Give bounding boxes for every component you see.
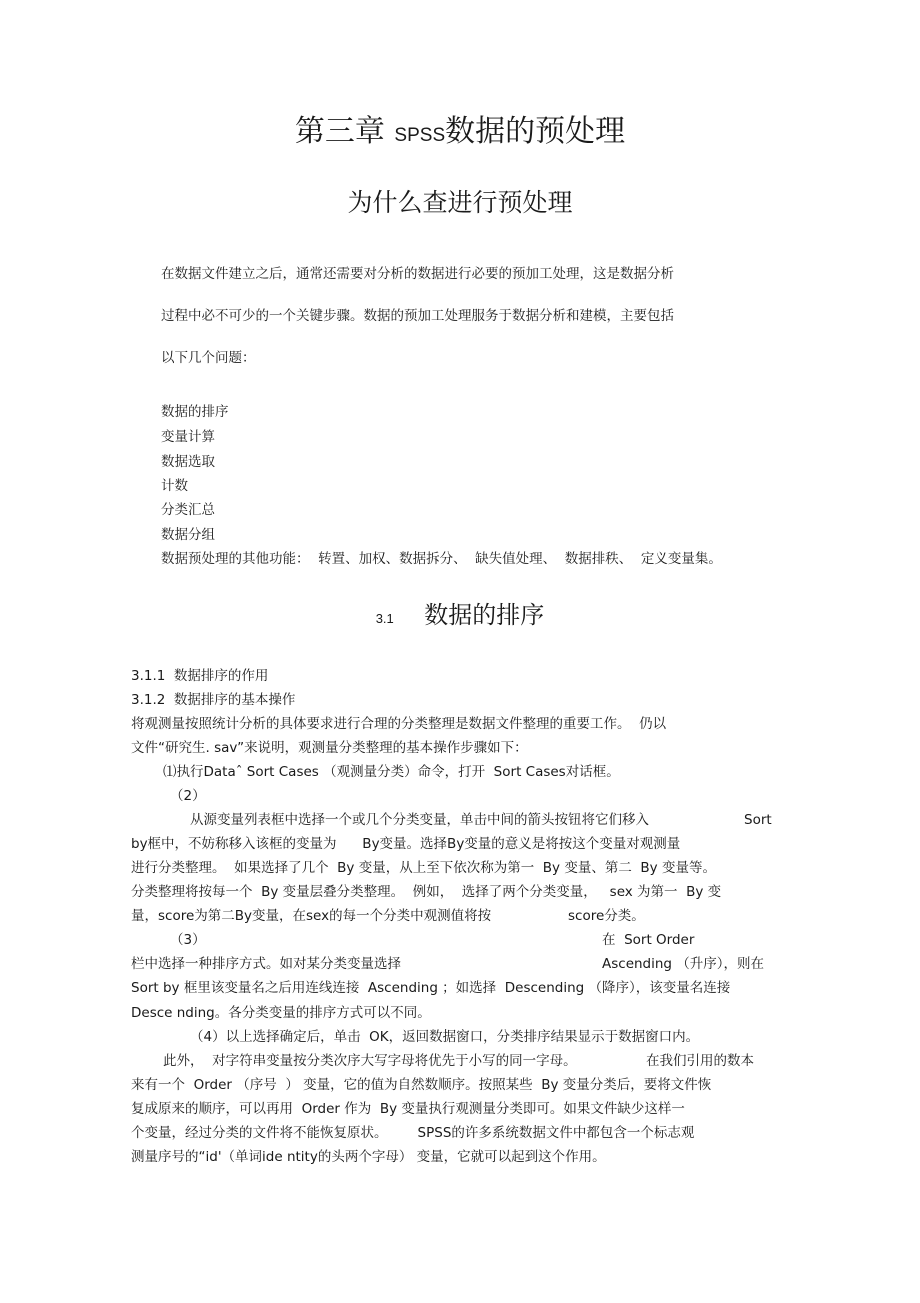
- body-line: （2）: [170, 788, 206, 804]
- topic-item: 数据选取: [161, 454, 215, 470]
- chapter-title-latin: SPSS: [394, 125, 446, 146]
- body-line: score分类。: [568, 908, 645, 924]
- body-line: 从源变量列表框中选择一个或几个分类变量，单击中间的箭头按钮将它们移入: [190, 812, 649, 828]
- body-line: 进行分类整理。 如果选择了几个 By 变量，从上至下依次称为第一 By 变量、第二 By 变量等。: [131, 860, 716, 876]
- section-number: 3.1: [375, 611, 394, 626]
- body-line: 测量序号的“id'（单词ide ntity的头两个字母） 变量，它就可以起到这个作用。: [131, 1149, 606, 1165]
- subtitle: 为什么查进行预处理: [347, 188, 573, 217]
- chapter-title-suffix: 数据的预处理: [445, 114, 626, 149]
- section-heading: [0, 598, 920, 636]
- body-line: 在我们引用的数本: [646, 1053, 754, 1069]
- body-line: 将观测量按照统计分析的具体要求进行合理的分类整理是数据文件整理的重要工作。 仍以: [131, 716, 667, 732]
- body-line: 栏中选择一种排序方式。如对某分类变量选择: [131, 956, 401, 972]
- topic-item: 计数: [161, 478, 188, 494]
- body-line: ⑴执行Dataˆ Sort Cases （观测量分类）命令，打开 Sort Cases对话框。: [163, 764, 620, 780]
- body-line: Desce nding。各分类变量的排序方式可以不同。: [131, 1005, 431, 1021]
- body-line: 文件“研究生. sav”来说明，观测量分类整理的基本操作步骤如下：: [131, 740, 528, 756]
- body-line: 3.1.1 数据排序的作用: [131, 668, 269, 684]
- body-line: 来有一个 Order （序号 ） 变量，它的值为自然数顺序。按照某些 By 变量分类后，要将文件恢: [131, 1077, 712, 1093]
- body-line: 个变量，经过分类的文件将不能恢复原状。 SPSS的许多系统数据文件中都包含一个标志观: [131, 1125, 695, 1141]
- body-line: Sort: [744, 812, 772, 828]
- intro-line-2: 过程中必不可少的一个关键步骤。数据的预加工处理服务于数据分析和建模，主要包括: [161, 308, 674, 324]
- body-line: 量，score为第二By变量，在sex的每一个分类中观测值将按: [131, 908, 492, 924]
- body-line: 分类整理将按每一个 By 变量层叠分类整理。 例如， 选择了两个分类变量， sex 为第一 By 变: [131, 884, 722, 900]
- topic-item: 分类汇总: [161, 502, 215, 518]
- topic-item: 数据的排序: [161, 404, 229, 420]
- body-line: Sort by 框里该变量名之后用连线连接 Ascending ；如选择 Descending （降序），该变量名连接: [131, 980, 731, 996]
- body-line: 3.1.2 数据排序的基本操作: [131, 692, 296, 708]
- body-line: （3）: [170, 932, 206, 948]
- body-line: Ascending （升序），则在: [602, 956, 765, 972]
- chapter-title: [0, 112, 920, 156]
- other-functions-line: 数据预处理的其他功能： 转置、加权、数据拆分、 缺失值处理、 数据排秩、 定义变量集。: [161, 551, 722, 567]
- intro-line-3: 以下几个问题：: [161, 350, 256, 366]
- topic-item: 数据分组: [161, 527, 215, 543]
- body-line: （4）以上选择确定后，单击 OK，返回数据窗口，分类排序结果显示于数据窗口内。: [190, 1029, 700, 1045]
- chapter-title-prefix: 第三章: [294, 114, 395, 149]
- topic-item: 变量计算: [161, 429, 215, 445]
- intro-line-1: 在数据文件建立之后，通常还需要对分析的数据进行必要的预加工处理，这是数据分析: [161, 266, 674, 282]
- body-line: 在 Sort Order: [602, 932, 695, 948]
- body-line: by框中，不妨称移入该框的变量为 By变量。选择By变量的意义是将按这个变量对观测量: [131, 836, 681, 852]
- body-line: 复成原来的顺序，可以再用 Order 作为 By 变量执行观测量分类即可。如果文件缺少这样一: [131, 1101, 685, 1117]
- body-line: 此外， 对字符串变量按分类次序大写字母将优先于小写的同一字母。: [163, 1053, 577, 1069]
- section-title: 数据的排序: [424, 601, 545, 629]
